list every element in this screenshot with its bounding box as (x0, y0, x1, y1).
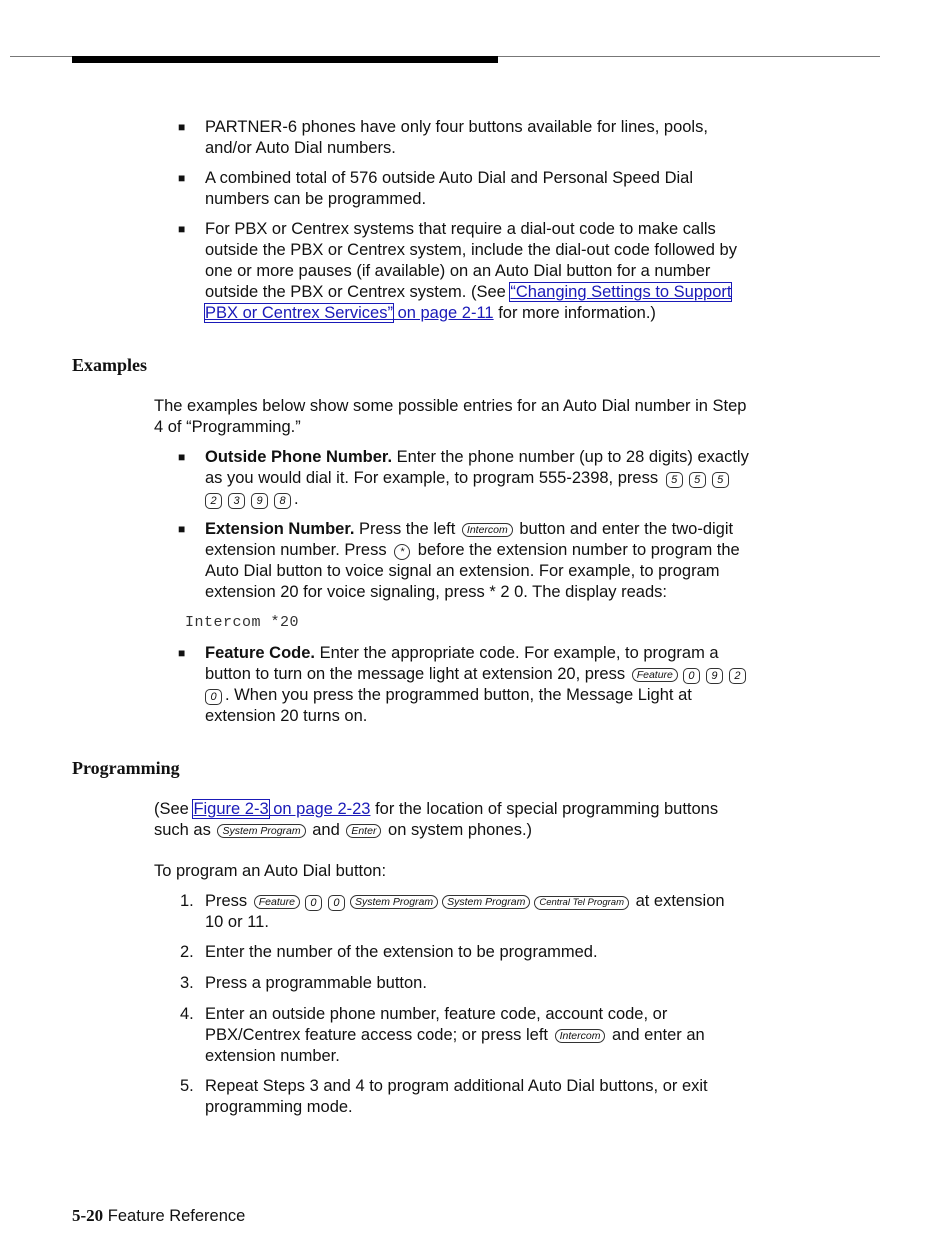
example-extension-number: Extension Number. Press the left Intercom button and enter the two-digit extension number. Press * before the extension number to program the Auto Dial button to voice signal an extension. For example, to program extension 20 for voice signaling, press * 2 0. The display reads: (205, 520, 740, 601)
link-figure-2-3[interactable]: Figure 2-3 (193, 800, 269, 818)
feature-key-icon: Feature (632, 668, 678, 682)
step-number: 2. (180, 943, 194, 961)
digit-key-icon: 5 (689, 472, 706, 488)
step-5: Repeat Steps 3 and 4 to program additional Auto Dial buttons, or exit programming mode. (205, 1077, 708, 1116)
to-program-intro: To program an Auto Dial button: (154, 862, 387, 880)
example-outside-number: Outside Phone Number. Enter the phone number (up to 28 digits) exactly as you would dial it. For example, to program 555-2398, press 5 5 5 2 3 9 8 . (205, 448, 749, 508)
link-page-2-11[interactable]: on page 2-11 (392, 304, 494, 322)
digit-key-icon: 8 (274, 493, 291, 509)
programming-see-figure: (See Figure 2-3 on page 2-23 for the location of special programming buttons such as System Program and Enter on system phones.) (154, 800, 719, 839)
step-number: 3. (180, 974, 194, 992)
bullet-marker: ■ (178, 522, 186, 536)
link-pbx-centrex-services[interactable]: PBX or Centrex Services” (205, 304, 393, 322)
section-heading-examples: Examples (72, 355, 148, 375)
system-program-key-icon: System Program (217, 824, 305, 838)
header-rule-thick (72, 56, 498, 63)
intercom-key-icon: Intercom (462, 523, 513, 537)
intro-bullet-2: A combined total of 576 outside Auto Dial and Personal Speed Dial numbers can be programmed. (205, 169, 693, 208)
digit-key-icon: 2 (205, 493, 222, 509)
intercom-key-icon: Intercom (555, 1029, 606, 1043)
system-program-key-icon: System Program (442, 895, 530, 909)
examples-intro: The examples below show some possible entries for an Auto Dial number in Step 4 of “Programming.” (154, 397, 747, 436)
system-program-key-icon: System Program (350, 895, 438, 909)
digit-key-icon: 0 (205, 689, 222, 705)
step-number: 4. (180, 1005, 194, 1023)
step-number: 5. (180, 1077, 194, 1095)
step-1: Press Feature 0 0 System Program System Program Central Tel Program at extension 10 or 11. (205, 892, 725, 931)
step-number: 1. (180, 892, 194, 910)
bullet-marker: ■ (178, 222, 186, 236)
digit-key-icon: 0 (683, 668, 700, 684)
page-footer (72, 1205, 245, 1227)
star-key-icon: * (394, 544, 410, 560)
bullet-marker: ■ (178, 646, 186, 660)
digit-key-icon: 0 (328, 895, 345, 911)
step-3: Press a programmable button. (205, 974, 427, 992)
digit-key-icon: 5 (666, 472, 683, 488)
central-tel-program-key-icon: Central Tel Program (534, 896, 629, 910)
intro-bullet-3: For PBX or Centrex systems that require a dial-out code to make calls outside the PBX or Centrex system, include the dial-out code followed by one or more pauses (if available) on an Auto Dial button for a number outside the PBX or Centrex system. (See “Changing Settings to Support PBX or Centrex Services” on page 2-11 for more information.) (205, 220, 737, 322)
bullet-marker: ■ (178, 120, 186, 134)
digit-key-icon: 9 (706, 668, 723, 684)
example-feature-code: Feature Code. Enter the appropriate code. For example, to program a button to turn on the message light at extension 20, press Feature 0 9 2 0 . When you press the programmed button, the Message Light at extension 20 turns on. (205, 643, 775, 727)
feature-key-icon: Feature (254, 895, 300, 909)
intro-bullet-1: PARTNER-6 phones have only four buttons available for lines, pools, and/or Auto Dial numbers. (205, 118, 708, 157)
page-number: 5-20 (72, 1206, 104, 1225)
digit-key-icon: 5 (712, 472, 729, 488)
section-heading-programming: Programming (72, 758, 180, 778)
step-4: Enter an outside phone number, feature code, account code, or PBX/Centrex feature access code; or press left Intercom and enter an extension number. (205, 1005, 705, 1065)
footer-title: Feature Reference (103, 1207, 246, 1225)
step-2: Enter the number of the extension to be programmed. (205, 943, 598, 961)
link-changing-settings[interactable]: “Changing Settings to Support (510, 283, 732, 301)
digit-key-icon: 3 (228, 493, 245, 509)
bullet-marker: ■ (178, 171, 186, 185)
digit-key-icon: 2 (729, 668, 746, 684)
link-page-2-23[interactable]: on page 2-23 (268, 800, 371, 818)
display-readout: Intercom *20 (185, 614, 300, 631)
digit-key-icon: 0 (305, 895, 322, 911)
digit-key-icon: 9 (251, 493, 268, 509)
bullet-marker: ■ (178, 450, 186, 464)
enter-key-icon: Enter (346, 824, 381, 838)
